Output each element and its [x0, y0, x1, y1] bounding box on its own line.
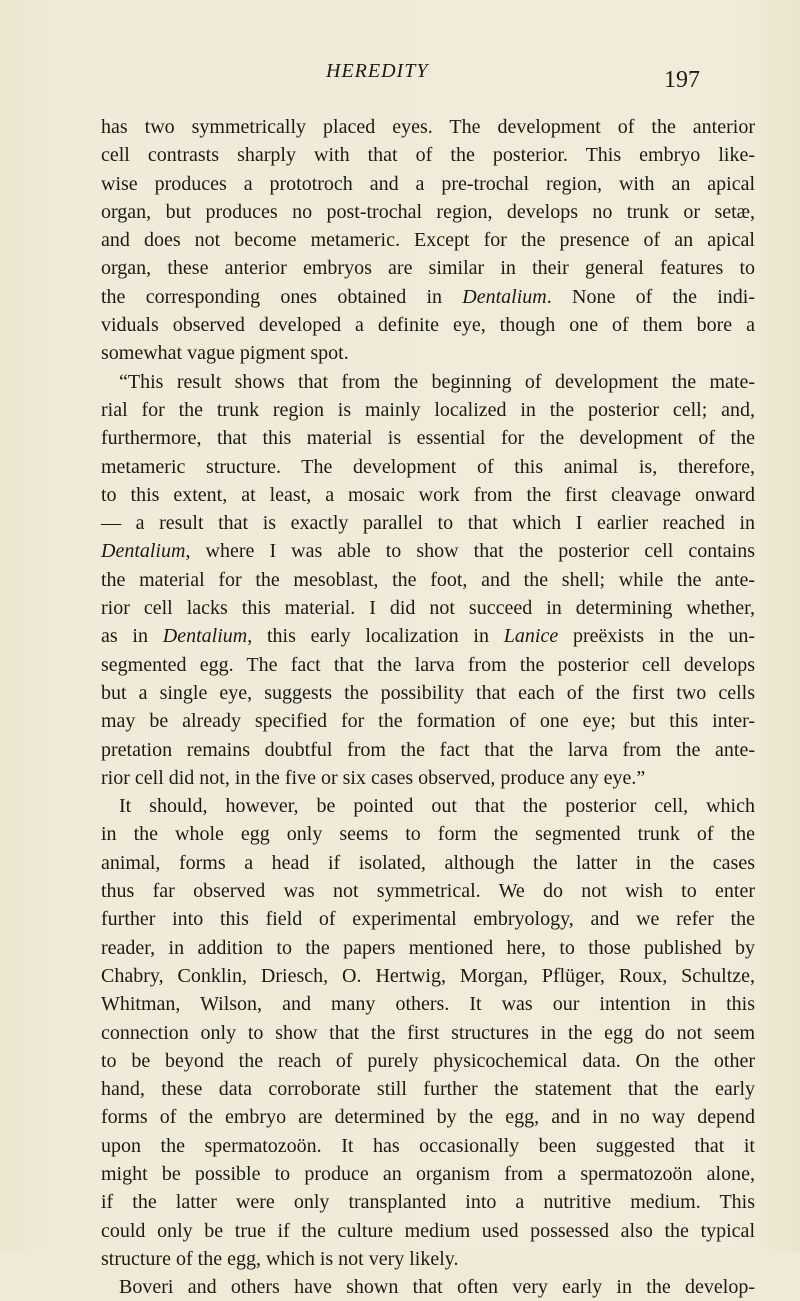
text-line: Boveri and others have shown that often very early in the develop- [119, 1276, 755, 1299]
text-line: Chabry, Conklin, Driesch, O. Hertwig, Morgan, Pflüger, Roux, Schultze, [101, 964, 755, 987]
text-line: connection only to show that the first structures in the egg do not seem [101, 1021, 755, 1044]
text-line: could only be true if the culture medium used possessed also the typical [101, 1219, 755, 1242]
text-line: may be already specified for the formation of one eye; but this inter- [101, 710, 755, 733]
text-line: animal, forms a head if isolated, although the latter in the cases [101, 851, 755, 874]
text-line: pretation remains doubtful from the fact that the larva from the ante- [101, 738, 755, 761]
text-line: if the latter were only transplanted into a nutritive medium. This [101, 1191, 755, 1214]
text-line: metameric structure. The development of this animal is, therefore, [101, 455, 755, 478]
text-line: upon the spermatozoön. It has occasionally been suggested that it [101, 1134, 755, 1157]
text-line: “This result shows that from the beginning of development the mate- [119, 370, 755, 393]
text-line: structure of the egg, which is not very likely. [101, 1247, 459, 1270]
text-line: reader, in addition to the papers mentioned here, to those published by [101, 936, 755, 959]
text-line: hand, these data corroborate still further the statement that the early [101, 1078, 755, 1101]
text-line: — a result that is exactly parallel to that which I earlier reached in [101, 512, 755, 535]
running-head: HEREDITY [326, 60, 429, 82]
text-line: wise produces a prototroch and a pre-trochal region, with an apical [101, 172, 755, 195]
text-line: segmented egg. The fact that the larva from the posterior cell develops [101, 653, 755, 676]
text-line: in the whole egg only seems to form the segmented trunk of the [101, 823, 755, 846]
text-line: somewhat vague pigment spot. [101, 342, 349, 365]
text-line: Dentalium, where I was able to show that the posterior cell contains [101, 540, 755, 563]
text-line: the corresponding ones obtained in Dentalium. None of the indi- [101, 285, 756, 308]
text-line: furthermore, that this material is essential for the development of the [101, 427, 755, 450]
text-line: organ, but produces no post-trochal region, develops no trunk or setæ, [101, 200, 755, 223]
text-line: viduals observed developed a definite eye, though one of them bore a [101, 314, 755, 337]
text-line: forms of the embryo are determined by the egg, and in no way depend [101, 1106, 755, 1129]
text-line: and does not become metameric. Except for the presence of an apical [101, 229, 755, 252]
text-line: organ, these anterior embryos are similar in their general features to [101, 257, 755, 280]
text-line: but a single eye, suggests the possibility that each of the first two cells [101, 681, 755, 704]
text-line: Whitman, Wilson, and many others. It was our intention in this [101, 993, 755, 1016]
text-line: to be beyond the reach of purely physicochemical data. On the other [101, 1049, 755, 1072]
text-line: has two symmetrically placed eyes. The development of the anterior [101, 116, 755, 138]
text-line: rial for the trunk region is mainly localized in the posterior cell; and, [101, 398, 755, 421]
page-number: 197 [664, 67, 700, 93]
text-line: as in Dentalium, this early localization in Lanice preëxists in the un- [101, 625, 756, 648]
text-line: It should, however, be pointed out that the posterior cell, which [119, 795, 755, 818]
text-line: to this extent, at least, a mosaic work from the first cleavage onward [101, 483, 755, 506]
text-line: might be possible to produce an organism from a spermatozoön alone, [101, 1162, 755, 1185]
text-line: the material for the mesoblast, the foot, and the shell; while the ante- [101, 568, 755, 591]
text-line: rior cell did not, in the five or six cases observed, produce any eye.” [101, 766, 646, 789]
text-line: thus far observed was not symmetrical. We do not wish to enter [101, 880, 755, 903]
text-line: rior cell lacks this material. I did not succeed in determining whether, [101, 597, 755, 620]
text-line: cell contrasts sharply with that of the posterior. This embryo like- [101, 144, 755, 167]
text-line: further into this field of experimental embryology, and we refer the [101, 908, 755, 931]
body-text [101, 113, 755, 1301]
